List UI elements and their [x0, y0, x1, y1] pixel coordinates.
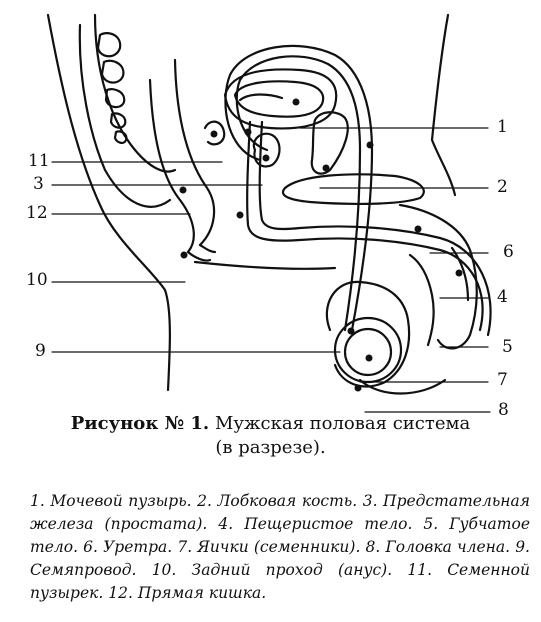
callout-11: 11: [28, 151, 50, 171]
pubic-bone-outline: [283, 174, 424, 204]
callout-7: 7: [497, 370, 508, 390]
callout-10: 10: [26, 270, 48, 290]
spine-outline: [80, 15, 175, 207]
figure-legend: 1. Мочевой пузырь. 2. Лобковая кость. 3. Предстательная железа (простата). 4. Пещеристое тело. 5. Губчатое тело. 6. Уретра. 7. Яички (семенники). 8. Головка члена. 9. Семяпровод. 10. Задний проход (анус). 11. Семенной пузырек. 12. Прямая кишка.: [30, 492, 530, 602]
caption-title: Мужская половая система: [214, 413, 471, 434]
perineum-outline: [195, 262, 335, 269]
callout-4: 4: [497, 287, 508, 307]
callout-3: 3: [33, 174, 44, 194]
scrotum-outline: [327, 282, 445, 394]
callout-5: 5: [502, 337, 513, 357]
callout-12: 12: [26, 203, 48, 223]
pubic-bone-inner: [312, 112, 348, 173]
caption-subtitle: (в разрезе).: [215, 437, 326, 458]
figure-caption: [30, 412, 511, 460]
callout-6: 6: [503, 242, 514, 262]
callout-2: 2: [497, 177, 508, 197]
rectum-outline: [150, 60, 215, 261]
back-outline: [48, 15, 170, 390]
penis-outline: [400, 205, 477, 348]
callout-9: 9: [35, 341, 46, 361]
callout-8: 8: [498, 400, 509, 420]
abdomen-outline: [432, 15, 455, 195]
caption-label: Рисунок № 1.: [70, 413, 210, 434]
callout-1: 1: [497, 117, 508, 137]
